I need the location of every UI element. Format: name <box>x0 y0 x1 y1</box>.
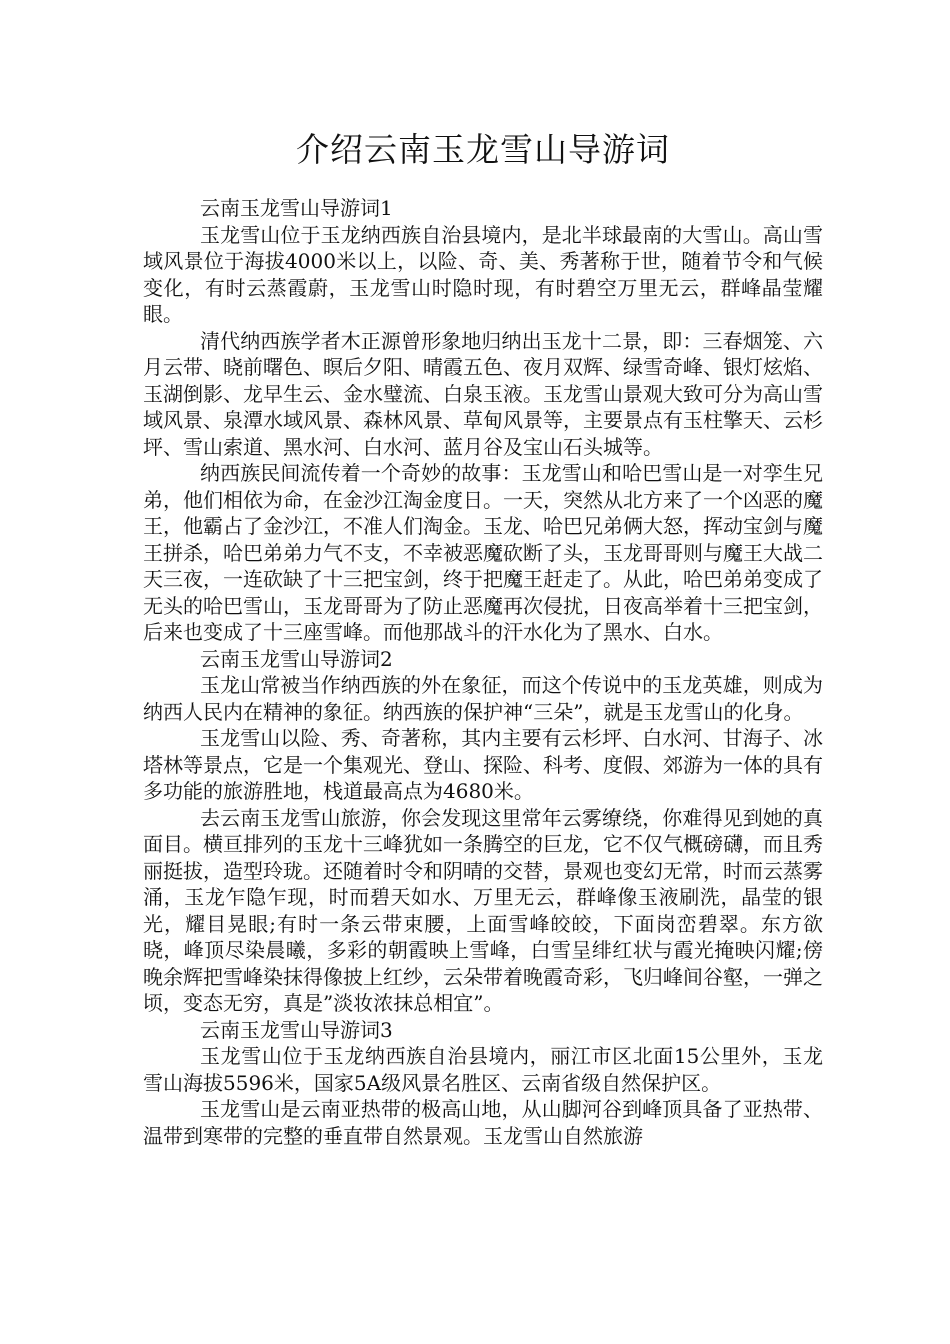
document-body <box>143 195 823 1149</box>
document-page <box>143 120 823 1149</box>
paragraph: 去云南玉龙雪山旅游，你会发现这里常年云雾缭绕，你难得见到她的真面目。横亘排列的玉龙十三峰犹如一条腾空的巨龙，它不仅气概磅礴，而且秀丽挺拔，造型玲珑。还随着时令和阴晴的交替，景观也变幻无常，时而云蒸雾涌，玉龙乍隐乍现，时而碧天如水、万里无云，群峰像玉液刷洗，晶莹的银光，耀目晃眼;有时一条云带束腰，上面雪峰皎皎，下面岗峦碧翠。东方欲晓，峰顶尽染晨曦，多彩的朝霞映上雪峰，白雪呈绯红状与霞光掩映闪耀;傍晚余辉把雪峰染抹得像披上红纱，云朵带着晚霞奇彩，飞归峰间谷壑，一弹之顷，变态无穷，真是”淡妆浓抹总相宜”。 <box>143 805 823 1015</box>
section-heading: 云南玉龙雪山导游词2 <box>200 646 393 671</box>
paragraph: 清代纳西族学者木正源曾形象地归纳出玉龙十二景，即：三春烟笼、六月云带、晓前曙色、暝后夕阳、晴霞五色、夜月双辉、绿雪奇峰、银灯炫焰、玉湖倒影、龙早生云、金水璧流、白泉玉液。玉龙雪山景观大致可分为高山雪域风景、泉潭水域风景、森林风景、草甸风景等，主要景点有玉柱擎天、云杉坪、雪山索道、黑水河、白水河、蓝月谷及宝山石头城等。 <box>143 328 823 459</box>
section-heading: 云南玉龙雪山导游词1 <box>200 196 393 220</box>
paragraph: 玉龙雪山位于玉龙纳西族自治县境内，丽江市区北面15公里外，玉龙雪山海拔5596米，国家5A级风景名胜区、云南省级自然保护区。 <box>143 1044 823 1095</box>
paragraph: 纳西族民间流传着一个奇妙的故事：玉龙雪山和哈巴雪山是一对孪生兄弟，他们相依为命，在金沙江淘金度日。一天，突然从北方来了一个凶恶的魔王，他霸占了金沙江，不准人们淘金。玉龙、哈巴兄弟俩大怒，挥动宝剑与魔王拼杀，哈巴弟弟力气不支，不幸被恶魔砍断了头，玉龙哥哥则与魔王大战二天三夜，一连砍缺了十三把宝剑，终于把魔王赶走了。从此，哈巴弟弟变成了无头的哈巴雪山，玉龙哥哥为了防止恶魔再次侵扰，日夜高举着十三把宝剑，后来也变成了十三座雪峰。而他那战斗的汗水化为了黑水、白水。 <box>143 461 823 644</box>
document-title: 介绍云南玉龙雪山导游词 <box>296 130 670 169</box>
section-heading: 云南玉龙雪山导游词3 <box>200 1017 393 1042</box>
paragraph: 玉龙山常被当作纳西族的外在象征，而这个传说中的玉龙英雄，则成为纳西人民内在精神的象征。纳西族的保护神“三朵”，就是玉龙雪山的化身。 <box>143 673 823 724</box>
paragraph: 玉龙雪山是云南亚热带的极高山地，从山脚河谷到峰顶具备了亚热带、温带到寒带的完整的垂直带自然景观。玉龙雪山自然旅游 <box>143 1097 823 1148</box>
paragraph: 玉龙雪山位于玉龙纳西族自治县境内，是北半球最南的大雪山。高山雪域风景位于海拔4000米以上，以险、奇、美、秀著称于世，随着节令和气候变化，有时云蒸霞蔚，玉龙雪山时隐时现，有时碧空万里无云，群峰晶莹耀眼。 <box>143 222 823 326</box>
paragraph: 玉龙雪山以险、秀、奇著称，其内主要有云杉坪、白水河、甘海子、冰塔林等景点，它是一个集观光、登山、探险、科考、度假、郊游为一体的具有多功能的旅游胜地，栈道最高点为4680米。 <box>143 726 823 803</box>
